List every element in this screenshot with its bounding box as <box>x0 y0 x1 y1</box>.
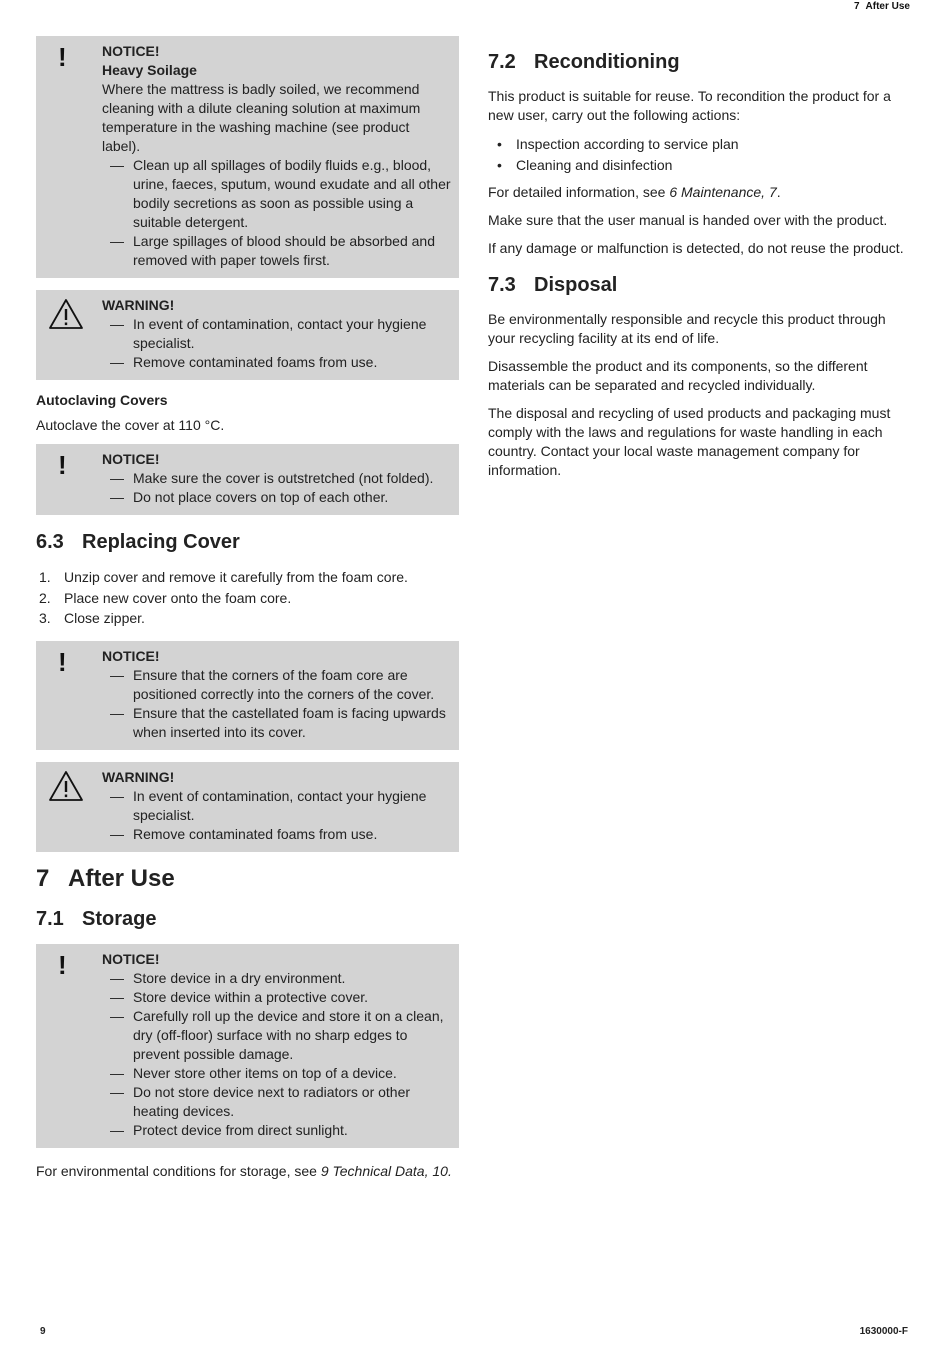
user-manual-text: Make sure that the user manual is handed over with the product. <box>488 212 888 228</box>
notice-box-heavy-soilage <box>36 36 459 278</box>
left-column <box>36 36 459 1190</box>
list-item: — In event of contamination, contact your hygiene specialist. <box>102 787 451 825</box>
damage-text: If any damage or malfunction is detected, do not reuse the product. <box>488 240 904 256</box>
list-item: • Cleaning and disinfection <box>488 155 914 176</box>
section-number: 7.2 <box>488 51 516 73</box>
chapter-heading-7 <box>36 864 459 894</box>
maintenance-reference-link[interactable]: 6 Maintenance, 7 <box>669 184 777 200</box>
list-item <box>36 567 459 588</box>
warning-list <box>102 787 451 844</box>
storage-reference-text: For environmental conditions for storage, see <box>36 1162 321 1179</box>
step-number: 1. <box>39 569 51 585</box>
list-item: — Carefully roll up the device and store it on a clean, dry (off-floor) surface with no sharp edges to prevent possible damage. <box>102 1007 451 1064</box>
section-title: Disposal <box>534 274 618 296</box>
notice-list <box>102 969 451 1140</box>
disposal-paragraph: Be environmentally responsible and recycle this product through your recycling facility at its end of life. <box>488 311 886 346</box>
list-item: — Make sure the cover is outstretched (not folded). <box>102 469 451 488</box>
warning-list <box>102 315 451 372</box>
warning-title: WARNING! <box>102 297 175 313</box>
list-item: — Clean up all spillages of bodily fluids e.g., blood, urine, faeces, sputum, wound exudate and all other bodily secretions as soon as possible using a suitable detergent. <box>102 156 451 232</box>
warning-triangle-icon <box>48 770 84 802</box>
storage-reference-link[interactable]: 9 Technical Data, 10 <box>320 1162 448 1179</box>
section-heading-7-3 <box>488 272 914 298</box>
warning-triangle-icon <box>48 298 84 330</box>
list-item: — Ensure that the castellated foam is facing upwards when inserted into its cover. <box>102 704 451 742</box>
warning-box-contamination <box>36 290 459 380</box>
step-number: 2. <box>39 589 51 606</box>
warning-title: WARNING! <box>102 768 175 785</box>
section-title: Storage <box>82 907 157 930</box>
step-text: Unzip cover and remove it carefully from the foam core. <box>64 569 408 585</box>
page-number: 9 <box>40 1326 46 1337</box>
exclamation-icon: ! <box>58 450 67 480</box>
list-item: • Inspection according to service plan <box>488 134 914 155</box>
section-number: 6.3 <box>36 531 64 553</box>
autoclaving-heading: Autoclaving Covers <box>36 392 168 408</box>
notice-list <box>102 156 451 270</box>
maintenance-reference-text: For detailed information, see <box>488 184 670 200</box>
section-heading-6-3 <box>36 529 459 555</box>
maintenance-reference <box>488 183 914 202</box>
list-item <box>36 608 459 629</box>
notice-title: NOTICE! <box>102 647 160 664</box>
notice-list <box>102 666 451 742</box>
list-item: — Ensure that the corners of the foam core are positioned correctly into the corners of the cover. <box>102 666 451 704</box>
section-title: Replacing Cover <box>82 531 240 553</box>
step-text: Place new cover onto the foam core. <box>64 589 292 606</box>
header-chapter-number: 7 <box>853 1 860 12</box>
list-item: — Remove contaminated foams from use. <box>102 825 451 844</box>
section-number: 7.1 <box>36 907 64 930</box>
storage-reference-suffix: . <box>447 1162 452 1179</box>
header-chapter-title: After Use <box>865 1 910 12</box>
notice-text: Where the mattress is badly soiled, we recommend cleaning with a dilute cleaning solution at maximum temperature in the washing machine (see product label). <box>102 81 421 154</box>
section-title: Reconditioning <box>534 51 680 73</box>
notice-title: NOTICE! <box>102 43 160 59</box>
list-item: — Do not place covers on top of each other. <box>102 488 451 507</box>
notice-subtitle: Heavy Soilage <box>102 62 197 78</box>
step-number: 3. <box>39 610 51 626</box>
list-item: — Do not store device next to radiators or other heating devices. <box>102 1083 451 1121</box>
list-item: — In event of contamination, contact your hygiene specialist. <box>102 315 451 353</box>
section-heading-7-1 <box>36 906 459 932</box>
notice-list <box>102 469 451 507</box>
notice-title: NOTICE! <box>102 451 160 467</box>
maintenance-reference-suffix: . <box>776 184 781 200</box>
notice-box-replacing-cover <box>36 641 459 750</box>
list-item <box>36 588 459 609</box>
exclamation-icon: ! <box>58 646 67 677</box>
warning-box-contamination-2 <box>36 762 459 852</box>
chapter-number: 7 <box>36 864 50 892</box>
list-item: — Store device within a protective cover. <box>102 988 451 1007</box>
list-item: — Protect device from direct sunlight. <box>102 1121 451 1140</box>
list-item: — Large spillages of blood should be absorbed and removed with paper towels first. <box>102 232 451 270</box>
list-item: — Remove contaminated foams from use. <box>102 353 451 372</box>
document-id: 1630000-F <box>859 1326 908 1337</box>
reconditioning-list <box>488 134 914 176</box>
disposal-paragraph: The disposal and recycling of used products and packaging must comply with the laws and regulations for waste handling in each country. Contact your local waste management company for information. <box>488 405 891 478</box>
right-column <box>488 36 914 489</box>
disposal-paragraph: Disassemble the product and its components, so the different materials can be separated and recycled individually. <box>488 358 868 393</box>
chapter-title: After Use <box>68 864 175 892</box>
notice-box-autoclave <box>36 444 459 515</box>
section-number: 7.3 <box>488 274 516 296</box>
list-item: — Store device in a dry environment. <box>102 969 451 988</box>
step-text: Close zipper. <box>64 610 145 626</box>
storage-reference <box>36 1162 459 1181</box>
exclamation-icon: ! <box>58 42 67 72</box>
reconditioning-intro: This product is suitable for reuse. To recondition the product for a new user, carry out the following actions: <box>488 88 891 123</box>
notice-box-storage <box>36 944 459 1148</box>
autoclaving-text: Autoclave the cover at 110 °C. <box>36 417 225 433</box>
section-heading-7-2 <box>488 49 914 75</box>
list-item: — Never store other items on top of a device. <box>102 1064 451 1083</box>
notice-title: NOTICE! <box>102 950 160 967</box>
exclamation-icon: ! <box>58 949 67 980</box>
steps-list <box>36 567 459 629</box>
running-header <box>854 1 910 12</box>
